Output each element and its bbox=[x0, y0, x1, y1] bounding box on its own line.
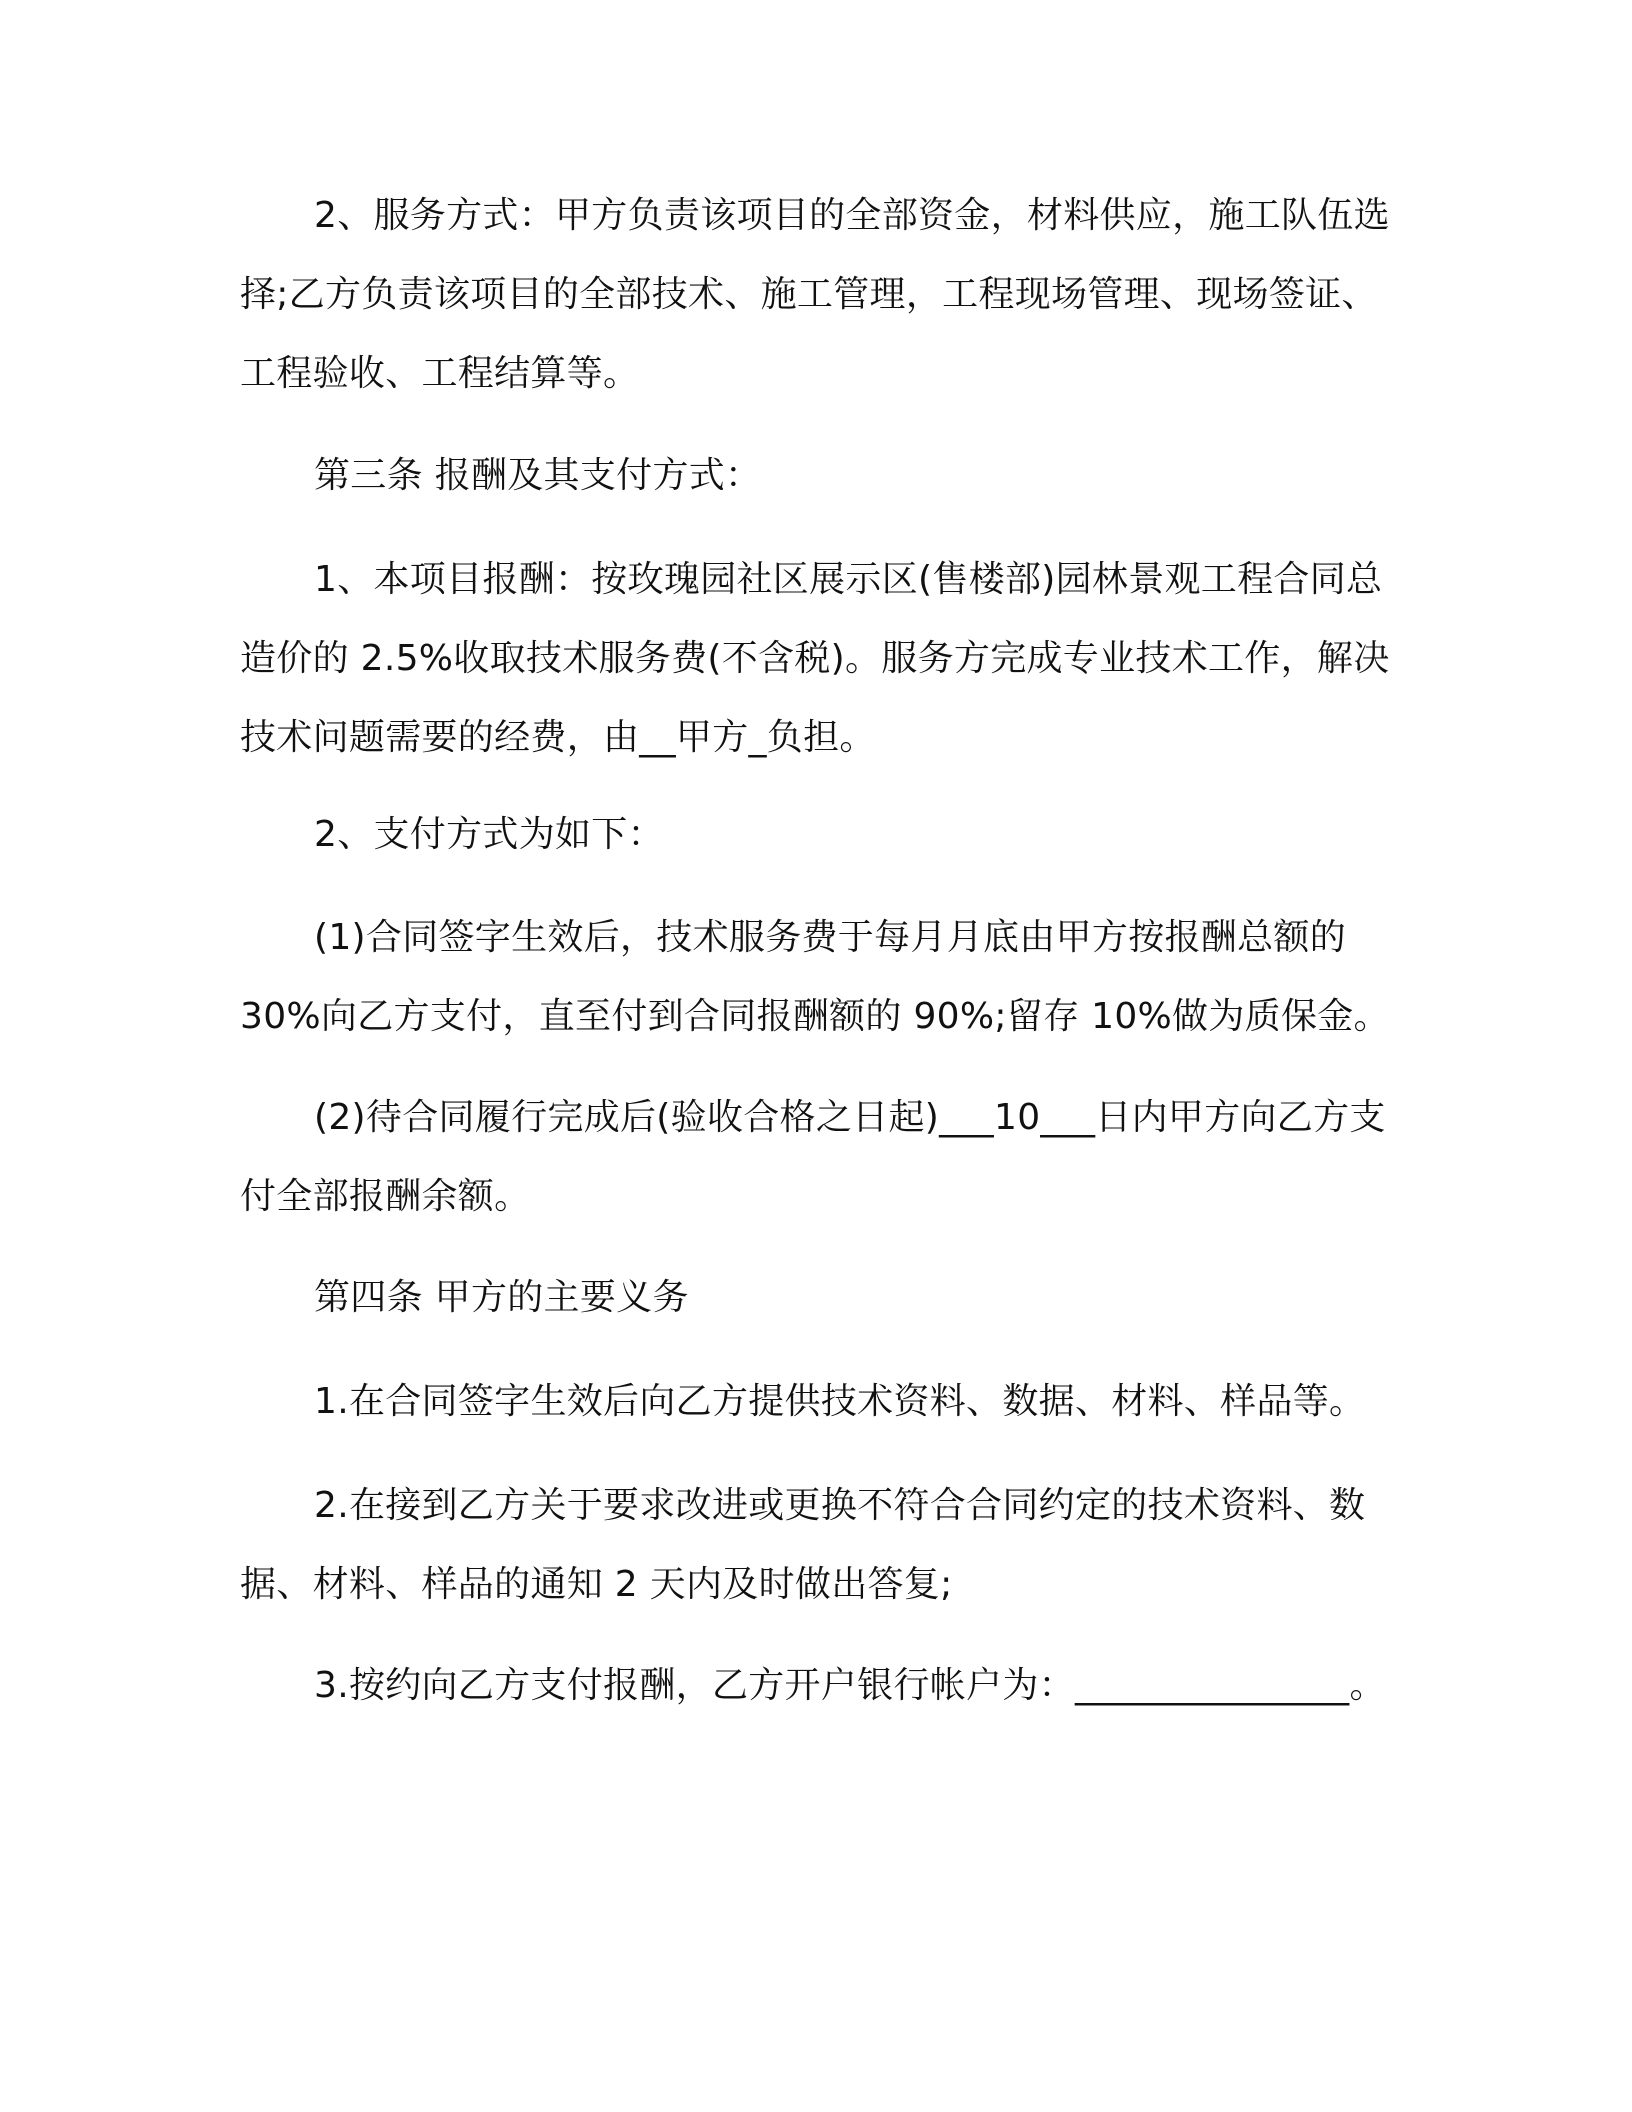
paragraph-payment-item-1: (1)合同签字生效后，技术服务费于每月月底由甲方按报酬总额的30%向乙方支付，直至付到合同报酬额的 90%;留存 10%做为质保金。 bbox=[240, 917, 1390, 1037]
heading-article-three: 第三条 报酬及其支付方式： bbox=[314, 455, 762, 496]
paragraph-payment-item-2: (2)待合同履行完成后(验收合格之日起)___10___日内甲方向乙方支付全部报酬余额。 bbox=[240, 1097, 1386, 1217]
paragraph-obligation-1: 1.在合同签字生效后向乙方提供技术资料、数据、材料、样品等。 bbox=[314, 1381, 1366, 1422]
paragraph-service-method: 2、服务方式：甲方负责该项目的全部资金，材料供应，施工队伍选择;乙方负责该项目的全部技术、施工管理，工程现场管理、现场签证、工程验收、工程结算等。 bbox=[240, 195, 1390, 394]
paragraph-project-fee: 1、本项目报酬：按玫瑰园社区展示区(售楼部)园林景观工程合同总造价的 2.5%收取技术服务费(不含税)。服务方完成专业技术工作，解决技术问题需要的经费，由__甲方_负担。 bbox=[240, 559, 1390, 758]
paragraph-obligation-2: 2.在接到乙方关于要求改进或更换不符合合同约定的技术资料、数据、材料、样品的通知 2 天内及时做出答复; bbox=[240, 1485, 1366, 1605]
heading-article-four: 第四条 甲方的主要义务 bbox=[314, 1277, 689, 1318]
paragraph-obligation-3: 3.按约向乙方支付报酬，乙方开户银行帐户为：_______________。 bbox=[314, 1665, 1386, 1706]
paragraph-payment-method: 2、支付方式为如下： bbox=[314, 814, 664, 855]
